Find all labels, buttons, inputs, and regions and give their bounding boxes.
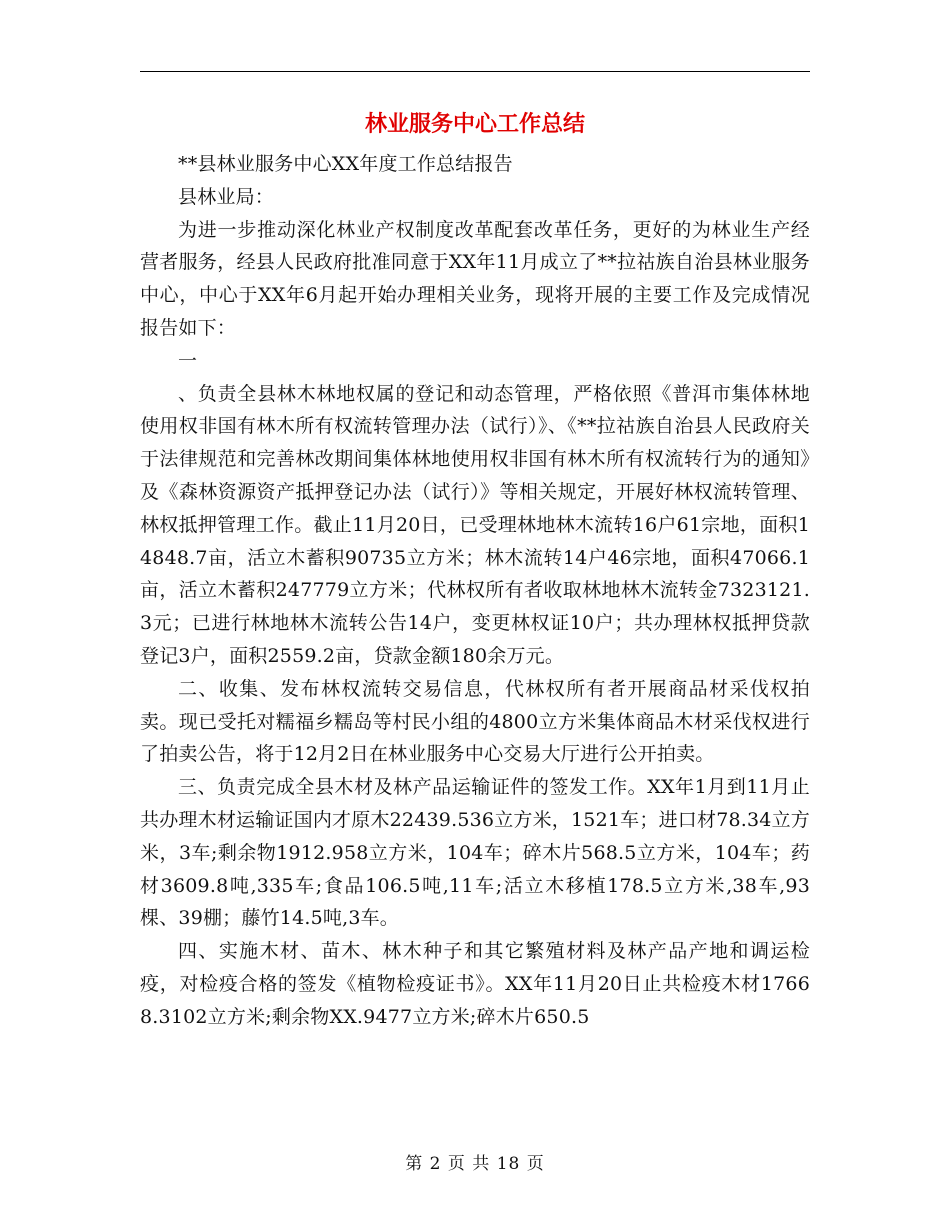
section-one-paragraph: 、负责全县林木林地权属的登记和动态管理，严格依照《普洱市集体林地使用权非国有林木所有权流转管理办法（试行）》、《**拉祜族自治县人民政府关于法律规范和完善林改期间集体林地使用权非国有林木所有权流转行为的通知》及《森林资源资产抵押登记办法（试行）》等相关规定，开展好林权流转管理、林权抵押管理工作。截止11月20日，已受理林地林木流转16户61宗地，面积14848.7亩，活立木蓄积90735立方米；林木流转14户46宗地，面积47066.1亩，活立木蓄积247779立方米；代林权所有者收取林地林木流转金7323121.3元；已进行林地林木流转公告14户，变更林权证10户；共办理林权抵押贷款登记3户，面积2559.2亩，贷款金额180余万元。 [140, 382, 810, 667]
header-rule [140, 71, 810, 72]
page-footer [0, 1152, 950, 1176]
document-body [140, 148, 810, 1034]
section-four-paragraph: 四、实施木材、苗木、林木种子和其它繁殖材料及林产品产地和调运检疫，对检疫合格的签发《植物检疫证书》。XX年11月20日止共检疫木材17668.3102立方米;剩余物XX.9477立方米;碎木片650.5 [140, 940, 810, 1028]
intro-paragraph: 为进一步推动深化林业产权制度改革配套改革任务，更好的为林业生产经营者服务，经县人民政府批准同意于XX年11月成立了**拉祜族自治县林业服务中心，中心于XX年6月起开始办理相关业务，现将开展的主要工作及完成情况报告如下： [140, 218, 810, 339]
footer-page-label: 页 [447, 1154, 466, 1174]
footer-page-prefix: 第 [405, 1154, 424, 1174]
footer-total-label: 页 [526, 1154, 545, 1174]
report-heading: **县林业服务中心XX年度工作总结报告 [178, 153, 513, 175]
footer-total-pages: 18 [496, 1154, 521, 1174]
addressee: 县林业局： [178, 185, 275, 208]
footer-total-prefix: 共 [472, 1154, 491, 1174]
document-title: 林业服务中心工作总结 [364, 111, 585, 137]
footer-current-page: 2 [429, 1154, 442, 1174]
section-number-one: 一 [178, 349, 198, 372]
section-three-paragraph: 三、负责完成全县木材及林产品运输证件的签发工作。XX年1月到11月止共办理木材运输证国内才原木22439.536立方米，1521车；进口材78.34立方米，3车;剩余物1912.958立方米，104车；碎木片568.5立方米，104车；药材3609.8吨,335车;食品106.5吨,11车;活立木移植178.5立方米,38车,93棵、39棚；藤竹14.5吨,3车。 [140, 776, 810, 930]
section-two-paragraph: 二、收集、发布林权流转交易信息，代林权所有者开展商品材采伐权拍卖。现已受托对糯福乡糯岛等村民小组的4800立方米集体商品木材采伐权进行了拍卖公告，将于12月2日在林业服务中心交易大厅进行公开拍卖。 [140, 677, 810, 766]
